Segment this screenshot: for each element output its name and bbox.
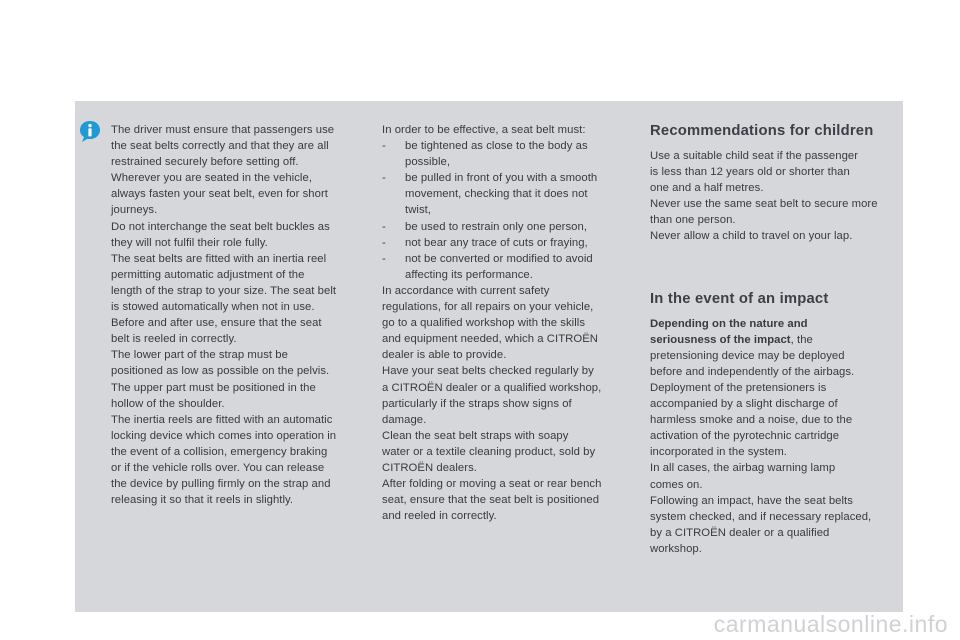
requirements-list (382, 138, 632, 283)
impact-bold-line-2 (650, 332, 902, 348)
requirements-intro: In order to be effective, a seat belt must: (382, 124, 586, 136)
children-impact-column (650, 122, 902, 557)
text-line: system checked, and if necessary replaced, (650, 510, 872, 523)
text-line: always fasten your seat belt, even for short (111, 188, 328, 201)
text-line: permitting automatic adjustment of the (111, 268, 305, 281)
text-line: Wherever you are seated in the vehicle, (111, 172, 313, 185)
text-line: positioned as low as possible on the pelvis. (111, 365, 330, 378)
watermark: carmanualsonline.info (713, 611, 948, 637)
list-item-line: - be pulled in front of you with a smooth (405, 172, 598, 185)
seat-belt-requirements-column (382, 122, 632, 524)
text-line: length of the strap to your size. The seat belt (111, 284, 337, 297)
heading-event-of-impact: In the event of an impact (650, 290, 829, 307)
list-item (382, 235, 632, 251)
text-line: is less than 12 years old or shorter than (650, 166, 850, 179)
text-line: go to a qualified workshop with the skills (382, 317, 586, 330)
text-line: and reeled in correctly. (382, 510, 497, 523)
text-line: harmless smoke and a noise, due to the (650, 414, 853, 427)
text-line: belt is reeled in correctly. (111, 333, 237, 346)
list-item-line: - be tightened as close to the body as (405, 140, 588, 153)
text-line: a CITROËN dealer or a qualified workshop, (382, 381, 602, 394)
seat-belt-general-column (111, 122, 361, 508)
text-line: Deployment of the pretensioners is (650, 381, 827, 394)
text-line: Never use the same seat belt to secure more (650, 198, 878, 211)
text-line: they will not fulfil their role fully. (111, 236, 268, 249)
text-line: Clean the seat belt straps with soapy (382, 429, 569, 442)
impact-bold-suffix: , the (790, 333, 813, 346)
text-line: and equipment needed, which a CITROËN (382, 333, 598, 346)
text-line: particularly if the straps show signs of (382, 397, 572, 410)
text-line: or if the vehicle rolls over. You can release (111, 461, 325, 474)
text-line: the seat belts correctly and that they are all (111, 140, 329, 153)
text-line: before and independently of the airbags. (650, 365, 855, 378)
list-item-line: twist, (405, 204, 432, 217)
text-line: regulations, for all repairs on your vehicle, (382, 301, 594, 314)
list-item (382, 170, 632, 218)
text-line: water or a textile cleaning product, sold by (382, 445, 596, 458)
text-line: seat, ensure that the seat belt is positioned (382, 494, 600, 507)
list-item-line: affecting its performance. (405, 268, 533, 281)
list-item-line: - be used to restrain only one person, (405, 220, 588, 233)
text-line: damage. (382, 413, 427, 426)
text-line: restrained securely before setting off. (111, 156, 299, 169)
list-item-line: possible, (405, 156, 451, 169)
text-line: the device by pulling firmly on the strap and (111, 478, 331, 491)
text-line: dealer is able to provide. (382, 349, 507, 362)
text-line: CITROËN dealers. (382, 461, 477, 474)
text-line: the event of a collision, emergency braking (111, 445, 328, 458)
list-item-line: - not be converted or modified to avoid (405, 252, 593, 265)
text-line: by a CITROËN dealer or a qualified (650, 526, 830, 539)
text-line: pretensioning device may be deployed (650, 349, 845, 362)
text-line: The driver must ensure that passengers use (111, 124, 335, 136)
text-line: In accordance with current safety (382, 284, 550, 297)
text-line: Before and after use, ensure that the seat (111, 317, 322, 330)
maintenance-text (382, 283, 632, 524)
text-line: journeys. (111, 204, 158, 217)
text-line: The seat belts are fitted with an inertia reel (111, 252, 327, 265)
text-line: activation of the pyrotechnic cartridge (650, 430, 840, 443)
impact-bold-phrase: seriousness of the impact (650, 333, 791, 346)
text-line: locking device which comes into operation in (111, 429, 337, 442)
text-line: Never allow a child to travel on your lap. (650, 230, 853, 243)
list-item (382, 251, 632, 283)
impact-text (650, 348, 902, 557)
list-item (382, 138, 632, 170)
text-line: Following an impact, have the seat belts (650, 494, 853, 507)
impact-bold-line-1: Depending on the nature and (650, 317, 808, 330)
text-line: one and a half metres. (650, 182, 764, 195)
info-icon (79, 120, 101, 142)
text-line: The lower part of the strap must be (111, 349, 288, 362)
text-line: is stowed automatically when not in use. (111, 301, 315, 314)
text-line: Use a suitable child seat if the passenger (650, 150, 859, 162)
text-line: hollow of the shoulder. (111, 397, 225, 410)
text-line: Do not interchange the seat belt buckles as (111, 220, 330, 233)
list-item (382, 219, 632, 235)
text-line: accompanied by a slight discharge of (650, 398, 838, 411)
text-line: The inertia reels are fitted with an automatic (111, 413, 333, 426)
text-line: After folding or moving a seat or rear bench (382, 478, 602, 491)
list-item-line: - not bear any trace of cuts or fraying, (405, 236, 588, 249)
text-line: In all cases, the airbag warning lamp (650, 462, 836, 475)
recommendations-text (650, 148, 902, 245)
text-line: Have your seat belts checked regularly by (382, 365, 594, 378)
text-line: releasing it so that it reels in slightly. (111, 494, 294, 507)
text-line: comes on. (650, 478, 703, 491)
text-line: incorporated in the system. (650, 446, 787, 459)
text-line: The upper part must be positioned in the (111, 381, 316, 394)
heading-recommendations-children: Recommendations for children (650, 123, 874, 139)
text-line: than one person. (650, 214, 736, 227)
text-line: workshop. (650, 542, 702, 555)
list-item-line: movement, checking that it does not (405, 188, 588, 201)
